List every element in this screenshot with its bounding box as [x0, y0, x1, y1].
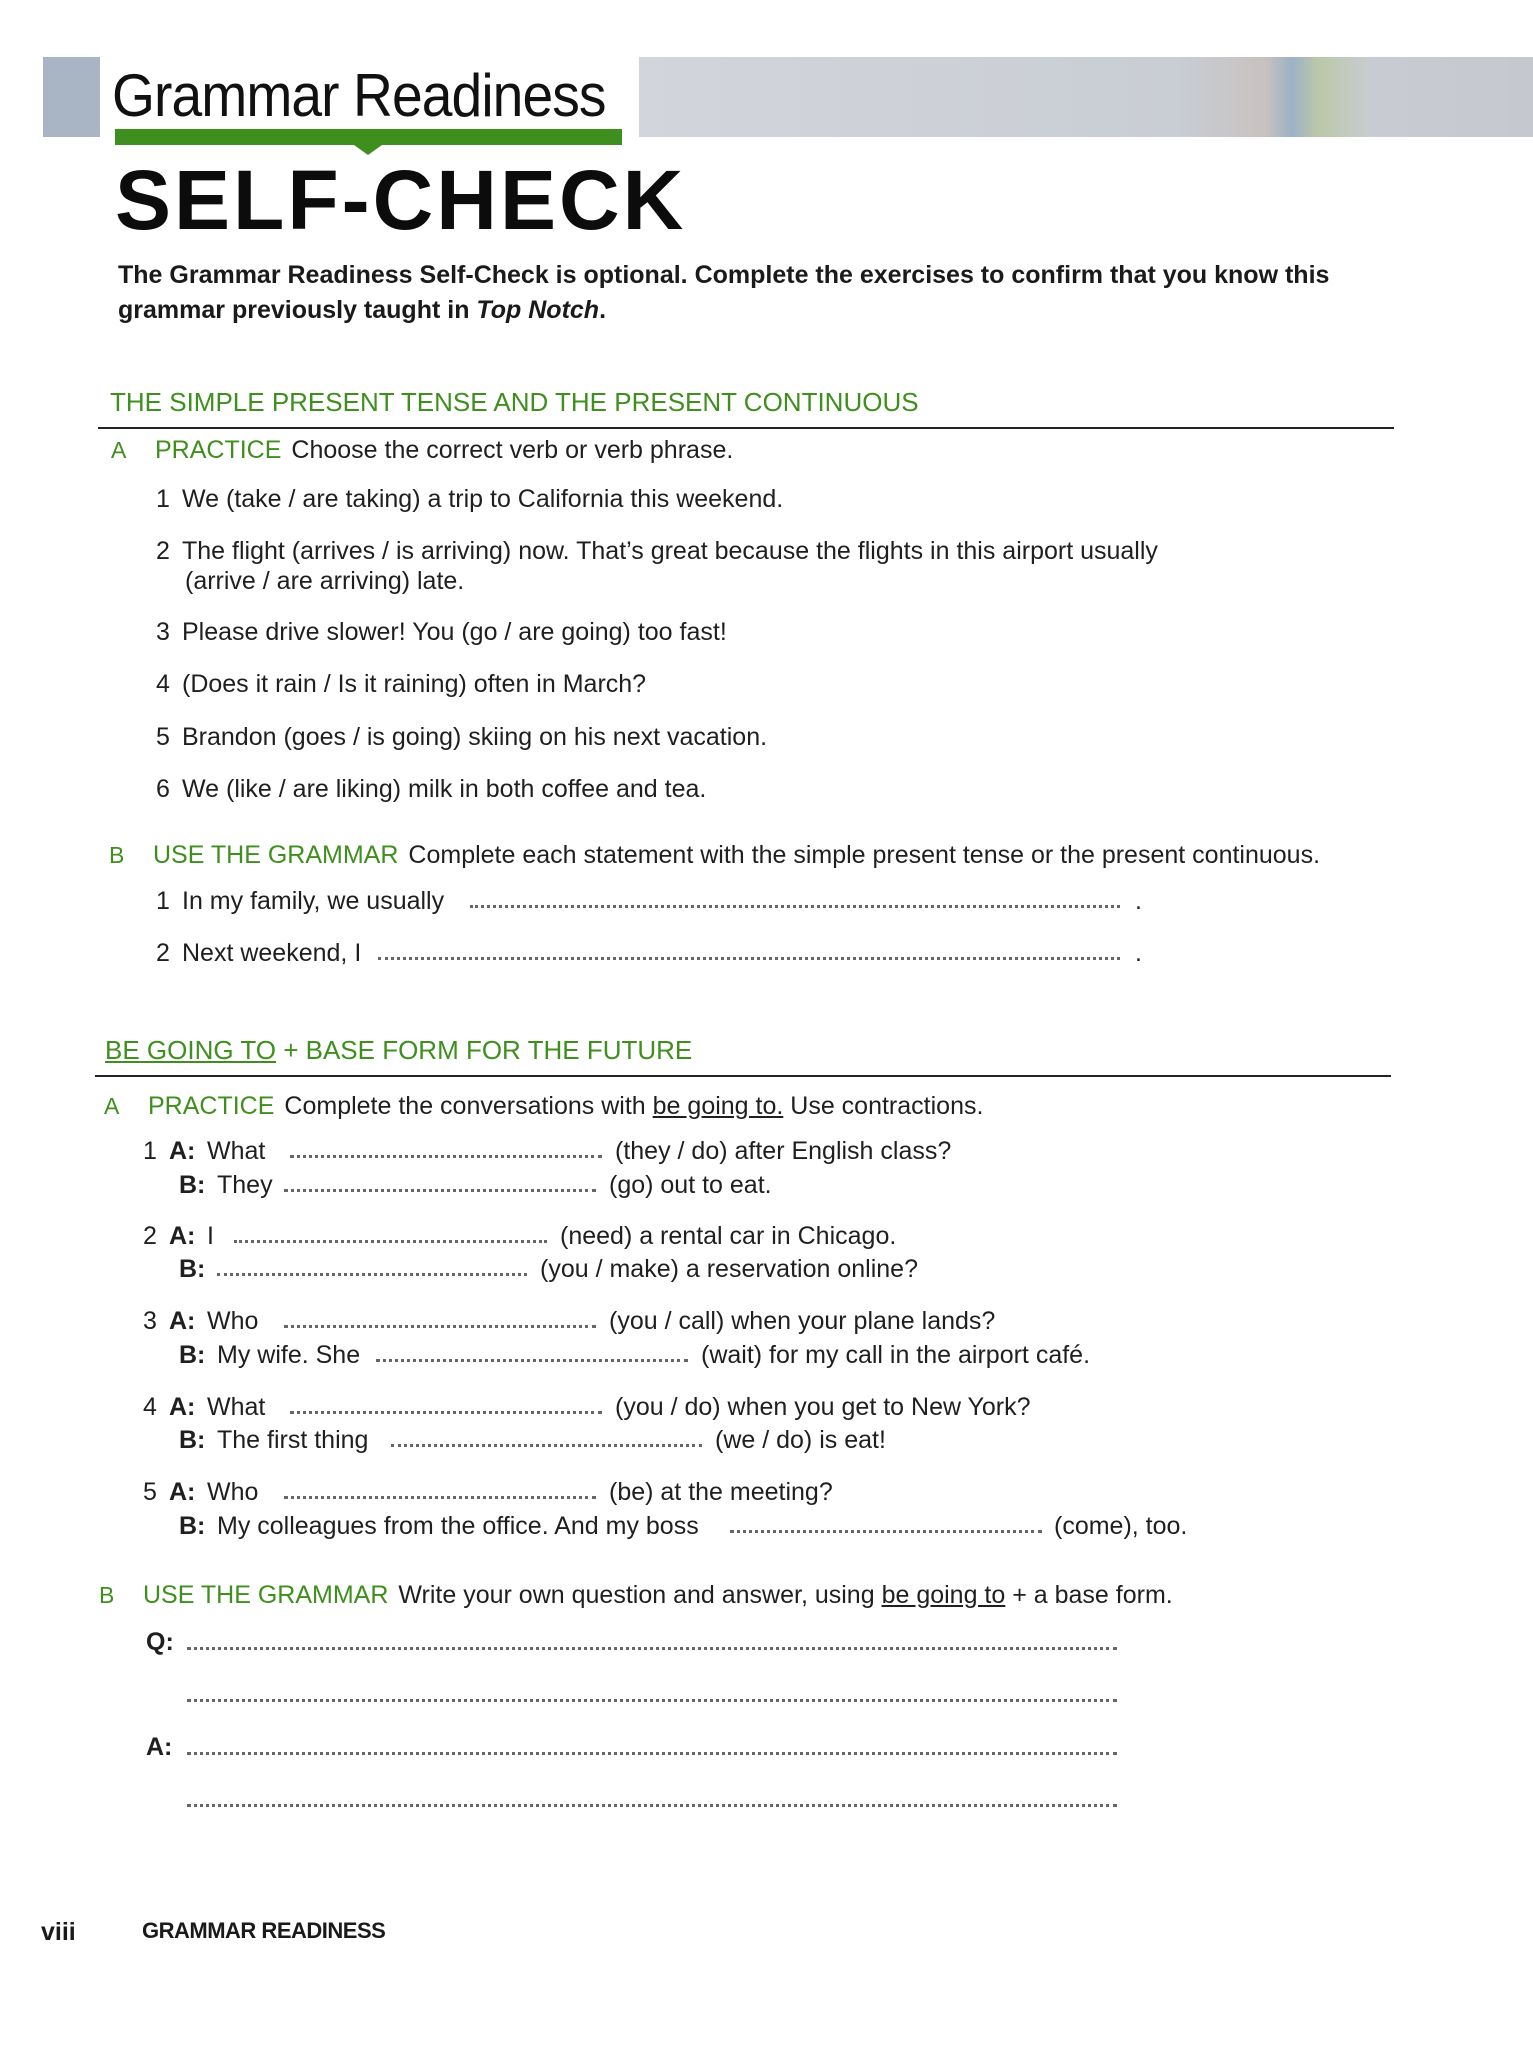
speaker-b: B: [179, 1512, 206, 1540]
item-number: 1 [156, 485, 170, 513]
line-after-blank: (need) a rental car in Chicago. [560, 1222, 897, 1250]
list-item [156, 938, 361, 968]
speaker-b: B: [179, 1426, 206, 1454]
instruction-text: Write your own question and answer, using [398, 1581, 882, 1609]
answer-label: A: [146, 1733, 173, 1761]
conversation-line [143, 1136, 265, 1166]
answer-blank[interactable] [284, 1189, 596, 1192]
line-after-blank: (come), too. [1054, 1512, 1188, 1540]
part-label: PRACTICE [148, 1092, 275, 1120]
speaker-b: B: [179, 1341, 206, 1369]
item-end-period: . [1135, 887, 1142, 915]
list-item [156, 722, 767, 752]
line-after-blank: (we / do) is eat! [715, 1426, 886, 1454]
instruction-text: Choose the correct verb or verb phrase. [291, 436, 734, 464]
answer-blank[interactable] [284, 1496, 596, 1499]
page-subtitle: SELF-CHECK [115, 153, 687, 247]
instruction-text-end: + a base form. [1005, 1581, 1173, 1609]
intro-end: . [599, 296, 607, 324]
list-item [156, 536, 1158, 566]
section-title-underlined: BE GOING TO [105, 1035, 276, 1065]
answer-blank[interactable] [376, 1359, 688, 1362]
item-number: 2 [156, 537, 170, 565]
list-item [156, 886, 444, 916]
line-before-blank: Who [207, 1478, 259, 1506]
part-a-directions [155, 434, 733, 466]
list-item [156, 774, 706, 804]
instruction-underlined: be going to [881, 1581, 1006, 1609]
item-text: Next weekend, I [182, 939, 362, 967]
part-letter: B [109, 842, 125, 868]
line-after-blank: (they / do) after English class? [615, 1137, 952, 1165]
line-before-blank: What [207, 1393, 266, 1421]
answer-line[interactable] [187, 1752, 1117, 1755]
line-before-blank: I [207, 1222, 214, 1250]
answer-blank[interactable] [234, 1240, 547, 1243]
speaker-a: A: [169, 1393, 196, 1421]
section-title-rest: + BASE FORM FOR THE FUTURE [275, 1035, 693, 1065]
instruction-text: Complete each statement with the simple present tense or the present continuous. [408, 841, 1321, 869]
section-rule [98, 427, 1394, 429]
part-label: USE THE GRAMMAR [143, 1581, 389, 1609]
line-before-blank: My wife. She [217, 1341, 361, 1369]
speaker-a: A: [169, 1137, 196, 1165]
item-number: 1 [156, 887, 170, 915]
part-label: PRACTICE [155, 436, 282, 464]
conversation-line [179, 1170, 273, 1200]
conversation-line [179, 1511, 699, 1541]
page-title: Grammar Readiness [112, 62, 606, 129]
speaker-a: A: [169, 1307, 196, 1335]
line-before-blank: The first thing [217, 1426, 369, 1454]
item-number: 2 [156, 939, 170, 967]
list-item [156, 617, 727, 647]
conversation-line [179, 1340, 360, 1370]
line-after-blank: (be) at the meeting? [609, 1478, 833, 1506]
answer-blank[interactable] [290, 1411, 602, 1414]
item-number: 3 [143, 1307, 157, 1335]
answer-line[interactable] [187, 1804, 1117, 1807]
header-color-band [639, 57, 1533, 137]
item-end-period: . [1135, 939, 1142, 967]
part-letter: A [104, 1093, 120, 1119]
header-grey-block [43, 57, 100, 137]
item-number: 5 [143, 1478, 157, 1506]
answer-blank[interactable] [470, 905, 1120, 908]
answer-blank[interactable] [217, 1273, 527, 1276]
line-before-blank: My colleagues from the office. And my boss [217, 1512, 699, 1540]
part-letter: B [99, 1582, 115, 1608]
part-b-directions [143, 1579, 1173, 1611]
question-label: Q: [146, 1628, 174, 1656]
item-text: In my family, we usually [182, 887, 445, 915]
speaker-a: A: [169, 1222, 196, 1250]
line-before-blank: They [217, 1171, 273, 1199]
line-before-blank: What [207, 1137, 266, 1165]
line-after-blank: (you / make) a reservation online? [540, 1255, 918, 1283]
conversation-line [143, 1392, 265, 1422]
conversation-line [143, 1477, 258, 1507]
section-rule [95, 1075, 1391, 1077]
answer-blank[interactable] [730, 1530, 1042, 1533]
conversation-line [143, 1306, 258, 1336]
title-underline-bar [115, 129, 622, 145]
item-text-continued: (arrive / are arriving) late. [185, 567, 465, 595]
speaker-a: A: [169, 1478, 196, 1506]
list-item [156, 484, 783, 514]
item-text: The flight (arrives / is arriving) now. That’s great because the flights in this airport usually [182, 537, 1158, 565]
instruction-underlined: be going to. [652, 1092, 784, 1120]
question-answer-line[interactable] [187, 1699, 1117, 1702]
item-number: 2 [143, 1222, 157, 1250]
item-number: 4 [156, 670, 170, 698]
instruction-text: Complete the conversations with [284, 1092, 653, 1120]
part-letter: A [111, 437, 127, 463]
item-text: Please drive slower! You (go / are going) too fast! [182, 618, 727, 646]
conversation-line [143, 1221, 214, 1251]
item-number: 1 [143, 1137, 157, 1165]
answer-blank[interactable] [378, 957, 1120, 960]
section-title-present: THE SIMPLE PRESENT TENSE AND THE PRESENT CONTINUOUS [110, 387, 919, 417]
intro-paragraph [118, 258, 1338, 328]
list-item [156, 669, 646, 699]
item-text: (Does it rain / Is it raining) often in March? [182, 670, 647, 698]
item-number: 3 [156, 618, 170, 646]
answer-blank[interactable] [391, 1444, 702, 1447]
part-b-directions [153, 839, 1320, 871]
answer-blank[interactable] [284, 1325, 596, 1328]
item-number: 5 [156, 723, 170, 751]
instruction-text-end: Use contractions. [783, 1092, 984, 1120]
item-number: 4 [143, 1393, 157, 1421]
line-before-blank: Who [207, 1307, 259, 1335]
item-text: Brandon (goes / is going) skiing on his next vacation. [182, 723, 768, 751]
item-number: 6 [156, 775, 170, 803]
speaker-b: B: [179, 1171, 206, 1199]
speaker-b: B: [179, 1255, 206, 1283]
line-after-blank: (you / call) when your plane lands? [609, 1307, 996, 1335]
line-after-blank: (you / do) when you get to New York? [615, 1393, 1031, 1421]
part-a-directions [148, 1090, 983, 1122]
intro-text: The Grammar Readiness Self-Check is optional. Complete the exercises to confirm that you know this grammar previously taught in [118, 261, 1330, 324]
item-text: We (like / are liking) milk in both coffee and tea. [182, 775, 707, 803]
item-text: We (take / are taking) a trip to California this weekend. [182, 485, 784, 513]
page-number: viii [41, 1918, 76, 1946]
line-after-blank: (wait) for my call in the airport café. [701, 1341, 1091, 1369]
answer-blank[interactable] [290, 1155, 602, 1158]
footer-label: GRAMMAR READINESS [142, 1918, 386, 1943]
question-answer-line[interactable] [187, 1647, 1117, 1650]
intro-book-title: Top Notch [476, 296, 600, 324]
conversation-line [179, 1425, 368, 1455]
line-after-blank: (go) out to eat. [609, 1171, 772, 1199]
part-label: USE THE GRAMMAR [153, 841, 399, 869]
section-title-going-to [105, 1034, 692, 1066]
conversation-line [179, 1254, 217, 1284]
